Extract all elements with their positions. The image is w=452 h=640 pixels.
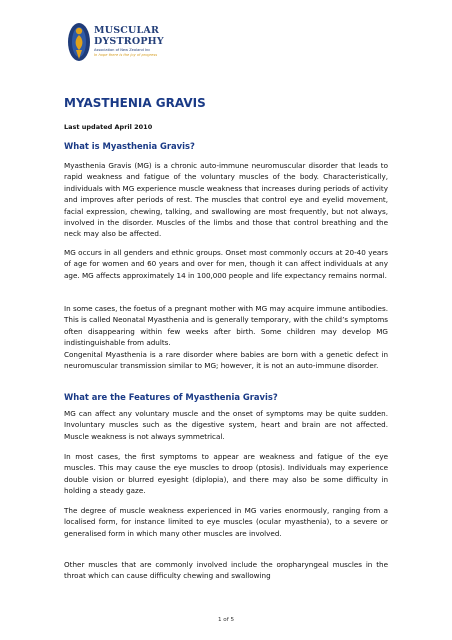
section-heading-what-is: What is Myasthenia Gravis? [64, 141, 195, 151]
organization-logo [66, 22, 186, 64]
paragraph: MG occurs in all genders and ethnic groups. Onset most commonly occurs at 20-40 years of age for women and 60 years and over for men, though it can affect individuals at any age. MG affects approximately 14 in 100,000 people and life expectancy remains normal. [64, 248, 388, 280]
last-updated: Last updated April 2010 [64, 123, 153, 131]
paragraph: Other muscles that are commonly involved include the oropharyngeal muscles in the throat which can cause difficulty chewing and swallowing [64, 560, 388, 581]
paragraph: Congenital Myasthenia is a rare disorder where babies are born with a genetic defect in neuromuscular transmission similar to MG; however, it is not an auto-immune disorder. [64, 350, 388, 371]
paragraph: In some cases, the foetus of a pregnant mother with MG may acquire immune antibodies. This is called Neonatal Myasthenia and is generally temporary, with the child’s symptoms often disappearing within few weeks after birth. Some children may develop MG indistinguishable from adults. [64, 304, 388, 348]
logo-line-dystrophy: DYSTROPHY [94, 36, 164, 47]
logo-tagline: In hope there is the joy of progress [94, 53, 158, 57]
paragraph: MG can affect any voluntary muscle and the onset of symptoms may be quite sudden. Involuntary muscles such as the digestive system, heart and brain are not affected. Muscle weakness is not always symmetrical. [64, 409, 388, 441]
ribbon-figure-icon [66, 22, 92, 64]
page-number: 1 of 5 [217, 617, 235, 623]
logo-line-muscular: MUSCULAR [94, 25, 160, 36]
logo-line-association: Association of New Zealand Inc [94, 48, 151, 52]
paragraph: Myasthenia Gravis (MG) is a chronic auto-immune neuromuscular disorder that leads to rapid weakness and fatigue of the voluntary muscles of the body. Characteristically, individuals with MG experience muscle weakness that increases during periods of activity and improves after periods of rest. The muscles that control eye and eyelid movement, facial expression, chewing, talking, and swallowing are most frequently, but not always, involved in the disorder. Muscles of the limbs and those that control breathing and the neck may also be affected. [64, 161, 388, 239]
paragraph: The degree of muscle weakness experienced in MG varies enormously, ranging from a localised form, for instance limited to eye muscles (ocular myasthenia), to a severe or generalised form in which many other muscles are involved. [64, 506, 388, 538]
page-title: MYASTHENIA GRAVIS [64, 96, 206, 110]
section-heading-features: What are the Features of Myasthenia Gravis? [64, 392, 278, 402]
paragraph: In most cases, the first symptoms to appear are weakness and fatigue of the eye muscles. This may cause the eye muscles to droop (ptosis). Individuals may experience double vision or blurred eyesight (diplopia), and there may also be some difficulty in holding a steady gaze. [64, 452, 388, 496]
